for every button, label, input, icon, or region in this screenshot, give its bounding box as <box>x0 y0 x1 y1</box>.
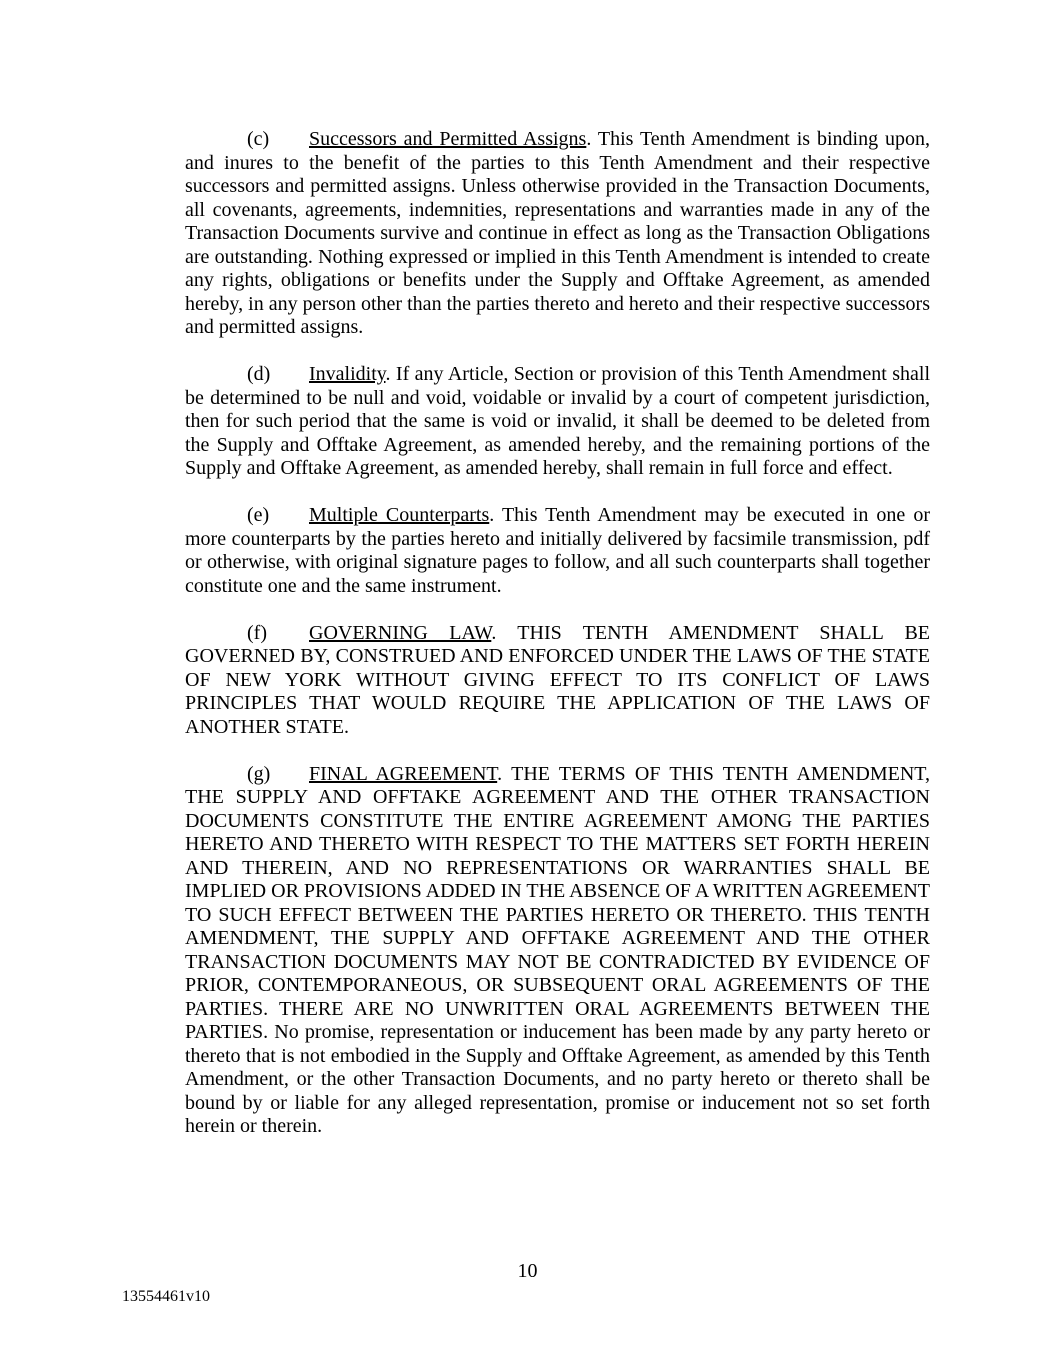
document-id-stamp: 13554461v10 <box>122 1288 210 1305</box>
paragraph-f-label: (f) <box>247 621 267 644</box>
paragraph-g <box>185 763 930 1139</box>
paragraph-e-label: (e) <box>247 504 270 526</box>
paragraph-f <box>185 622 930 740</box>
paragraph-e <box>185 504 930 598</box>
paragraph-f-body: THIS TENTH AMENDMENT SHALL BE GOVERNED BY, CONSTRUED AND ENFORCED UNDER THE LAWS OF THE STATE OF NEW YORK WITHOUT GIVING EFFECT TO ITS CONFLICT OF LAWS PRINCIPLES THAT WOULD REQUIRE THE APPLICATION OF THE LAWS OF ANOTHER STATE. <box>185 621 930 738</box>
paragraph-d-heading: Invalidity <box>309 363 386 385</box>
paragraph-c-heading: Successors and Permitted Assigns <box>309 128 587 150</box>
paragraph-f-heading: GOVERNING LAW <box>309 621 492 644</box>
paragraph-g-body: THE TERMS OF THIS TENTH AMENDMENT, THE SUPPLY AND OFFTAKE AGREEMENT AND THE OTHER TRANSACTION DOCUMENTS CONSTITUTE THE ENTIRE AGREEMENT AMONG THE PARTIES HERETO AND THERETO WITH RESPECT TO THE MATTERS SET FORTH HEREIN AND THEREIN, AND NO REPRESENTATIONS OR WARRANTIES SHALL BE IMPLIED OR PROVISIONS ADDED IN THE ABSENCE OF A WRITTEN AGREEMENT TO SUCH EFFECT BETWEEN THE PARTIES HERETO OR THERETO. THIS TENTH AMENDMENT, THE SUPPLY AND OFFTAKE AGREEMENT AND THE OTHER TRANSACTION DOCUMENTS MAY NOT BE CONTRADICTED BY EVIDENCE OF PRIOR, CONTEMPORANEOUS, OR SUBSEQUENT ORAL AGREEMENTS OF THE PARTIES. THERE ARE NO UNWRITTEN ORAL AGREEMENTS BETWEEN THE PARTIES. No promise, representation or inducement has been made by any party hereto or thereto that is not embodied in the Supply and Offtake Agreement, as amended by this Tenth Amendment, or the other Transaction Documents, and no party hereto or thereto shall be bound by or liable for any alleged representation, promise or inducement not so set forth herein or therein. <box>185 762 930 1137</box>
paragraph-d-label: (d) <box>247 363 271 385</box>
paragraph-g-heading: FINAL AGREEMENT <box>309 762 498 785</box>
paragraph-d-body: If any Article, Section or provision of this Tenth Amendment shall be determined to be null and void, voidable or invalid by a court of competent jurisdiction, then for such period that the same is void or invalid, it shall be deemed to be deleted from the Supply and Offtake Agreement, as amended hereby, and the remaining portions of the Supply and Offtake Agreement, as amended hereby, shall remain in full force and effect. <box>185 363 930 479</box>
paragraph-d-separator: . <box>385 363 391 385</box>
paragraph-e-separator: . <box>489 504 495 526</box>
paragraph-e-body: This Tenth Amendment may be executed in one or more counterparts by the parties hereto and initially delivered by facsimile transmission, pdf or otherwise, with original signature pages to follow, and all such counterparts shall together constitute one and the same instrument. <box>185 504 930 597</box>
paragraph-d <box>185 363 930 481</box>
paragraph-f-separator: . <box>491 621 497 644</box>
paragraph-c-body: This Tenth Amendment is binding upon, and inures to the benefit of the parties to this Tenth Amendment and their respective successors and permitted assigns. Unless otherwise provided in the Transaction Documents, all covenants, agreements, indemnities, representations and warranties made in any of the Transaction Documents survive and continue in effect as long as the Transaction Obligations are outstanding. Nothing expressed or implied in this Tenth Amendment is intended to create any rights, obligations or benefits under the Supply and Offtake Agreement, as amended hereby, in any person other than the parties thereto and hereto and their respective successors and permitted assigns. <box>185 128 930 338</box>
paragraph-c <box>185 128 930 340</box>
paragraph-c-separator: . <box>586 128 592 150</box>
paragraph-g-label: (g) <box>247 762 271 785</box>
paragraph-e-heading: Multiple Counterparts <box>309 504 490 526</box>
paragraph-g-separator: . <box>497 762 503 785</box>
page-number: 10 <box>517 1260 538 1282</box>
document-body <box>185 128 930 1162</box>
paragraph-c-label: (c) <box>247 128 270 150</box>
